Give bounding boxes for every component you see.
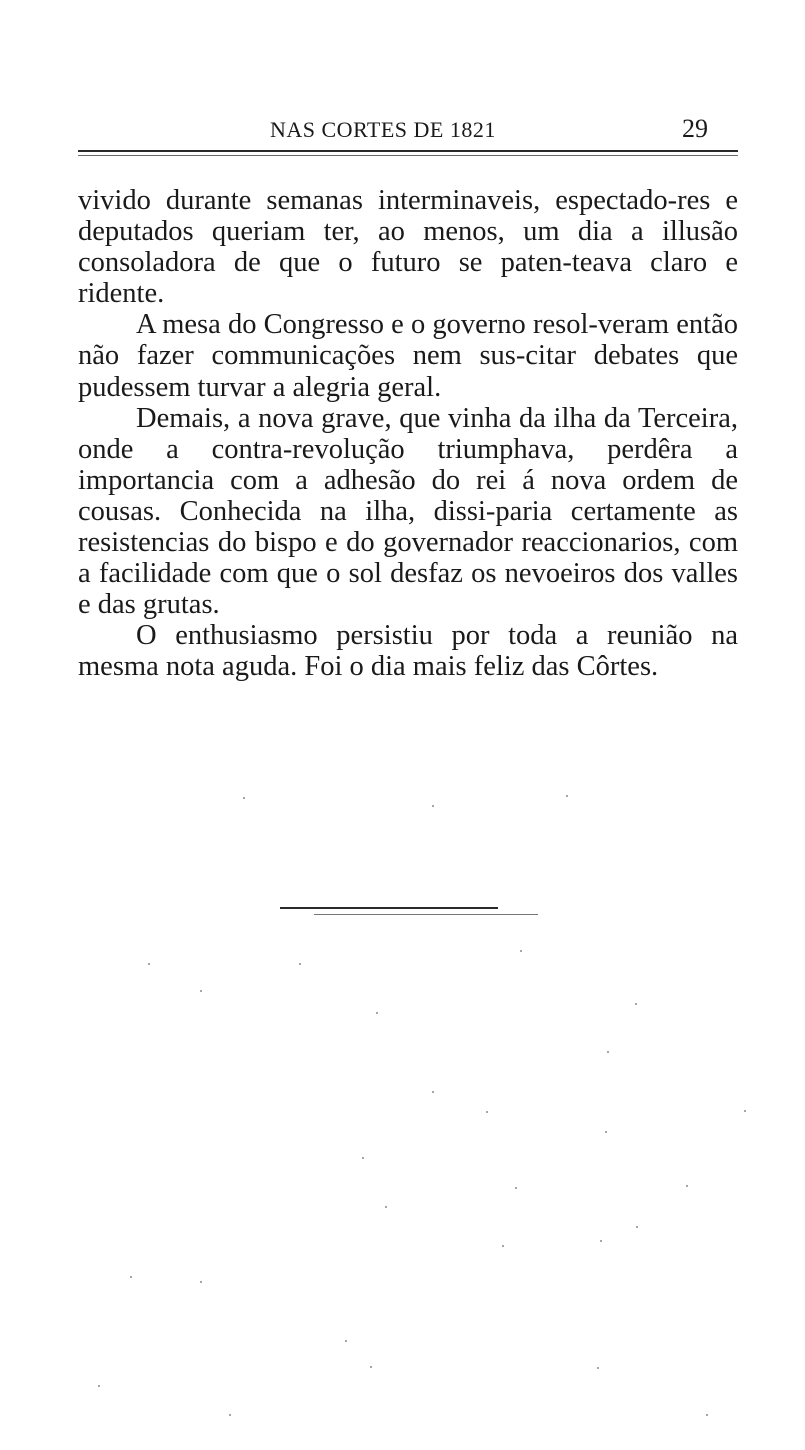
- scan-speck: [98, 1385, 100, 1387]
- scan-speck: [299, 963, 301, 965]
- scan-speck: [200, 990, 202, 992]
- paragraph-3: Demais, a nova grave, que vinha da ilha da Terceira, onde a contra-revolução triumphava, perdêra a importancia com a adhesão do rei á nova ordem de cousas. Conhecida na ilha, dissi-paria certamente as resistencias do bispo e do governador reaccionarios, com a facilidade com que o sol desfaz os nevoeiros dos valles e das grutas.: [78, 402, 738, 621]
- scan-speck: [376, 1012, 378, 1014]
- scan-speck: [130, 1276, 132, 1278]
- running-head: [78, 116, 738, 146]
- scan-speck: [432, 1091, 434, 1093]
- scan-speck: [635, 1003, 637, 1005]
- scan-speck: [600, 1240, 602, 1242]
- scan-speck: [370, 1366, 372, 1368]
- chapter-end-rule: [280, 907, 498, 909]
- scan-speck: [706, 1414, 708, 1416]
- chapter-end-rule-thin: [314, 914, 538, 915]
- scan-speck: [229, 1414, 231, 1416]
- scan-speck: [200, 1281, 202, 1283]
- scan-speck: [385, 1206, 387, 1208]
- scan-speck: [432, 805, 434, 807]
- header-rule-thin: [78, 155, 738, 156]
- scan-speck: [636, 1226, 638, 1228]
- scan-speck: [607, 1051, 609, 1053]
- scan-speck: [148, 963, 150, 965]
- scan-speck: [566, 795, 568, 797]
- scan-speck: [597, 1367, 599, 1369]
- scan-speck: [243, 797, 245, 799]
- scan-speck: [605, 1131, 607, 1133]
- paragraph-1: vivido durante semanas interminaveis, espectado-res e deputados queriam ter, ao menos, um dia a illusão consoladora de que o futuro se paten-teava claro e ridente.: [78, 185, 738, 310]
- scan-speck: [744, 1110, 746, 1112]
- scan-speck: [686, 1185, 688, 1187]
- scan-speck: [502, 1245, 504, 1247]
- body-text: [78, 185, 738, 683]
- paragraph-2: A mesa do Congresso e o governo resol-veram então não fazer communicações nem sus-citar debates que pudessem turvar a alegria geral.: [78, 309, 738, 403]
- scan-speck: [520, 950, 522, 952]
- scan-speck: [362, 1157, 364, 1159]
- running-title: NAS CORTES DE 1821: [270, 117, 496, 142]
- scan-speck: [486, 1111, 488, 1113]
- paragraph-4: O enthusiasmo persistiu por toda a reunião na mesma nota aguda. Foi o dia mais feliz das Côrtes.: [78, 620, 738, 683]
- header-rule: [78, 150, 738, 152]
- scan-speck: [515, 1187, 517, 1189]
- page-number: 29: [682, 114, 708, 143]
- scan-speck: [345, 1340, 347, 1342]
